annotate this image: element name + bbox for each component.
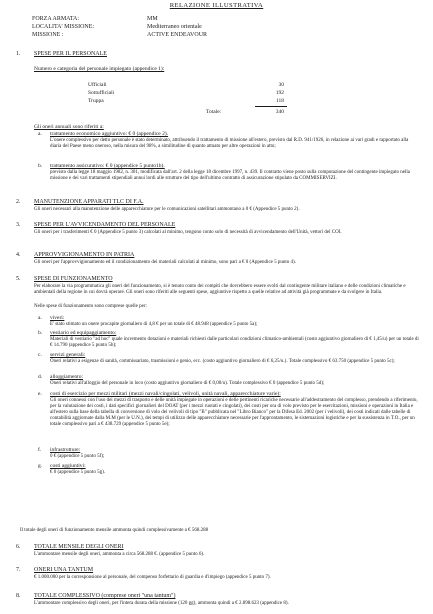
section-2-heading: MANUTENZIONE APPARATI TLC DI F.A. <box>34 199 144 205</box>
section-8-heading: TOTALE COMPLESSIVO (comprese oneri "una tantum") <box>34 593 176 599</box>
missione-label: MISSIONE : <box>32 32 64 38</box>
item-label: b. <box>38 163 43 169</box>
item-label: c. <box>38 352 42 358</box>
section-5-total: Il totale degli oneri di funzionamento mensile ammonta quindi complessivamente a € 568.288 <box>20 528 209 533</box>
forza-armata-value: MM <box>147 16 158 22</box>
personnel-total-label: Totale: <box>206 109 222 115</box>
localita-value: Mediterraneo orientale <box>147 24 202 30</box>
personnel-total-value: 340 <box>275 109 284 115</box>
item-heading: infrastrutture: <box>50 447 81 453</box>
item-text: Gli oneri connessi con l'uso dei mezzi di trasporto e delle unità impiegate in operazioni e delle pertinenti ricariche necessarie all'addestramento del complesso, prendendo a riferimento, per la valutazione dei costi, i dati specifici giornalieri del DOAT (per i mezzi ruotati e cingolati), dei costi per ora di volo previsto per le esercitazioni, missioni e operazioni in Italia e all'estero sulla base della tabella di conversione di volo dei velivoli di tipo "B" pubblicata nel "Libro Bianco" per la Difesa Ed. 2002 (per i velivoli), dei costi indicati dalle tabelle di contabilità aggiornate dalla M.M (per le U.N.), dei tempi di utilizzo delle apparecchiature necessarie per l'approntamento, le sistemazioni logistiche e per la sussistenza in T.O., per un totale complessivo pari a € 438.729 (appendice 5 punto 5e); <box>50 398 418 427</box>
personnel-row-value: 192 <box>275 90 284 96</box>
section-3-heading: SPESE PER L'AVVICENDAMENTO DEL PERSONALE <box>34 222 176 228</box>
item-text: 0 € (appendice 5 punto 5f); <box>50 454 105 459</box>
item-heading: trattamento economico aggiuntivo: € 0 (appendice 2). <box>50 131 169 137</box>
section-4-number: 4. <box>16 252 21 258</box>
item-heading: costi di esercizio per mezzi militari (mezzi navali/cingolati, velivoli, unità navali, apparecchiature varie): <box>50 391 281 397</box>
personnel-row-label: Truppa <box>88 98 104 104</box>
item-label: f. <box>38 447 42 453</box>
personnel-row-value: 118 <box>275 98 284 104</box>
section-6-text: L'ammontare mensile degli oneri, ammonta a circa 568.288 €. (appendice 5 punto 6). <box>34 552 205 557</box>
section-5-list-intro: Nelle spese di funzionamento sono comprese quelle per: <box>34 304 147 309</box>
item-label: a. <box>38 315 42 321</box>
section-3-number: 3. <box>16 222 21 228</box>
section-2-number: 2. <box>16 199 21 205</box>
personnel-row-value: 30 <box>278 82 284 88</box>
missione-value: ACTIVE ENDEAVOUR <box>147 32 208 38</box>
item-text: Oneri relativi all'alloggio del personale in loco (costo aggiuntivo giornaliero di € 0,00/u). Totale complessivo € 0 (appendice 5 punto 5d); <box>50 381 325 386</box>
item-text: E' stato stimato un onere procapite giornaliero di 4,8 € per un totale di € 48.948 (appendice 5 punto 5a); <box>50 322 258 327</box>
item-heading: viveri: <box>50 315 65 321</box>
section-5-number: 5. <box>16 276 21 282</box>
item-label: g. <box>38 463 43 469</box>
section-4-heading: APPROVVIGIONAMENTO IN PATRIA <box>34 252 135 258</box>
item-text: € 0 (appendice 5 punto 5g). <box>50 470 105 475</box>
section-5-intro: Per elaborare la via programmatica gli oneri del funzionamento, si è tenuto conto dei compiti che dovrebbero essere svolti dal contingente militare italiano e delle condizioni climatiche e ambientali della regione in cui dovrà operare. Gli oneri sono riferiti alle seguenti spese, aggiuntive rispetto a quelle relative ad attività già programmate e da svolgere in Italia. <box>34 284 406 295</box>
item-text: previsto dalla legge 18 maggio 1982, n. 301, modificata dall'art. 2 della legge 18 dicembre 1997, n. 439. Il contratto viene posto sulla computazione del contingente impiegato nella missione e dei vari trattamenti stipendiali annui lordi alle strutture del tipo dell'ultimo contratto di assicurazione stipulato da COMMISERVIZI. <box>50 170 410 181</box>
document-title: RELAZIONE ILLUSTRATIVA <box>169 2 264 9</box>
item-heading: costi aggiuntivi: <box>50 463 86 469</box>
item-text: Oneri relativi a esigenze di sanità, commissariato, trasmissioni e genio, ecc. (costo aggiuntivo giornaliero di € 6,25/u.). Totale complessivo € 63.750 (appendice 5 punto 5c); <box>50 359 395 364</box>
section-7-heading: ONERI UNA TANTUM <box>34 567 94 573</box>
item-label: a. <box>38 131 42 137</box>
section-2-text: Gli oneri necessari alla manutenzione delle apparecchiature per le comunicazioni satellitari ammontano a 0 € (Appendice 5 punto 2). <box>34 207 300 212</box>
item-label: d. <box>38 374 43 380</box>
item-heading: servizi generali: <box>50 352 86 358</box>
section-4-text: Gli oneri per l'approvvigionamento ed il condizionamento dei materiali calcolati al minimo, sono pari a € 0 (Appendice 5 punto 4). <box>34 260 296 265</box>
section-7-text: € 1.000.000 per la corresponsione al personale, del compenso forfettario di guardia e d'impiego (appendice 5 punto 7). <box>34 575 271 580</box>
personnel-row-label: Ufficiali <box>88 82 107 88</box>
item-text: L'onere complessivo per detto personale è stato determinato, attribuendo il trattamento di missione all'estero, previsto dal R.D. 941/1926, in relazione ai vari gradi e rapportato alla diaria del Paese meno oneroso, nella misura del 98%, a similitudine di quanto attuato per altre operazioni in atto; <box>50 138 409 149</box>
oneri-intro: Gli oneri annuali sono riferiti a: <box>34 124 104 130</box>
section-8-number: 8. <box>16 593 21 599</box>
section-1-number: 1. <box>16 51 21 57</box>
section-6-number: 6. <box>16 544 21 550</box>
personnel-row-label: Sottufficiali <box>88 90 115 96</box>
total-rule <box>255 106 287 107</box>
item-text: Materiali di vestiario "ad hoc" quale incremento dotazioni e materiali richiesti dalle particolari condizioni climatico-ambientali (costo aggiuntivo giornaliero di € 1,45/u) per un totale di € 14.790 (appendice 5 punto 5b); <box>50 337 419 348</box>
item-label: e. <box>38 391 42 397</box>
item-heading: alloggiamento: <box>50 374 83 380</box>
section-3-text: Gli oneri per i trasferimenti € 0 (Appendice 5 punto 3) calcolati al minimo, tengono conto solo di necessità di avvicendamento dell'Unità, vettori del COI. <box>34 230 342 235</box>
section-8-text: L'ammontare complessivo degli oneri, per l'intera durata della missione (120 gg), ammonta quindi a € 2.898.623 (appendice 8). <box>34 601 289 606</box>
section-7-number: 7. <box>16 567 21 573</box>
section-1-heading: SPESE PER IL PERSONALE <box>34 51 107 57</box>
item-label: b. <box>38 330 43 336</box>
item-heading: trattamento assicurativo: € 0 (appendice 5 punto1b). <box>50 163 165 169</box>
localita-label: LOCALITA' MISSIONE: <box>32 24 95 30</box>
section-5-heading: SPESE DI FUNZIONAMENTO <box>34 276 113 282</box>
forza-armata-label: FORZA ARMATA: <box>32 16 80 22</box>
personnel-subheading: Numero e categoria del personale impiegato (appendice 1): <box>34 66 165 72</box>
section-6-heading: TOTALE MENSILE DEGLI ONERI <box>34 544 124 550</box>
item-heading: vestiario ed equipaggiamento: <box>50 330 117 336</box>
